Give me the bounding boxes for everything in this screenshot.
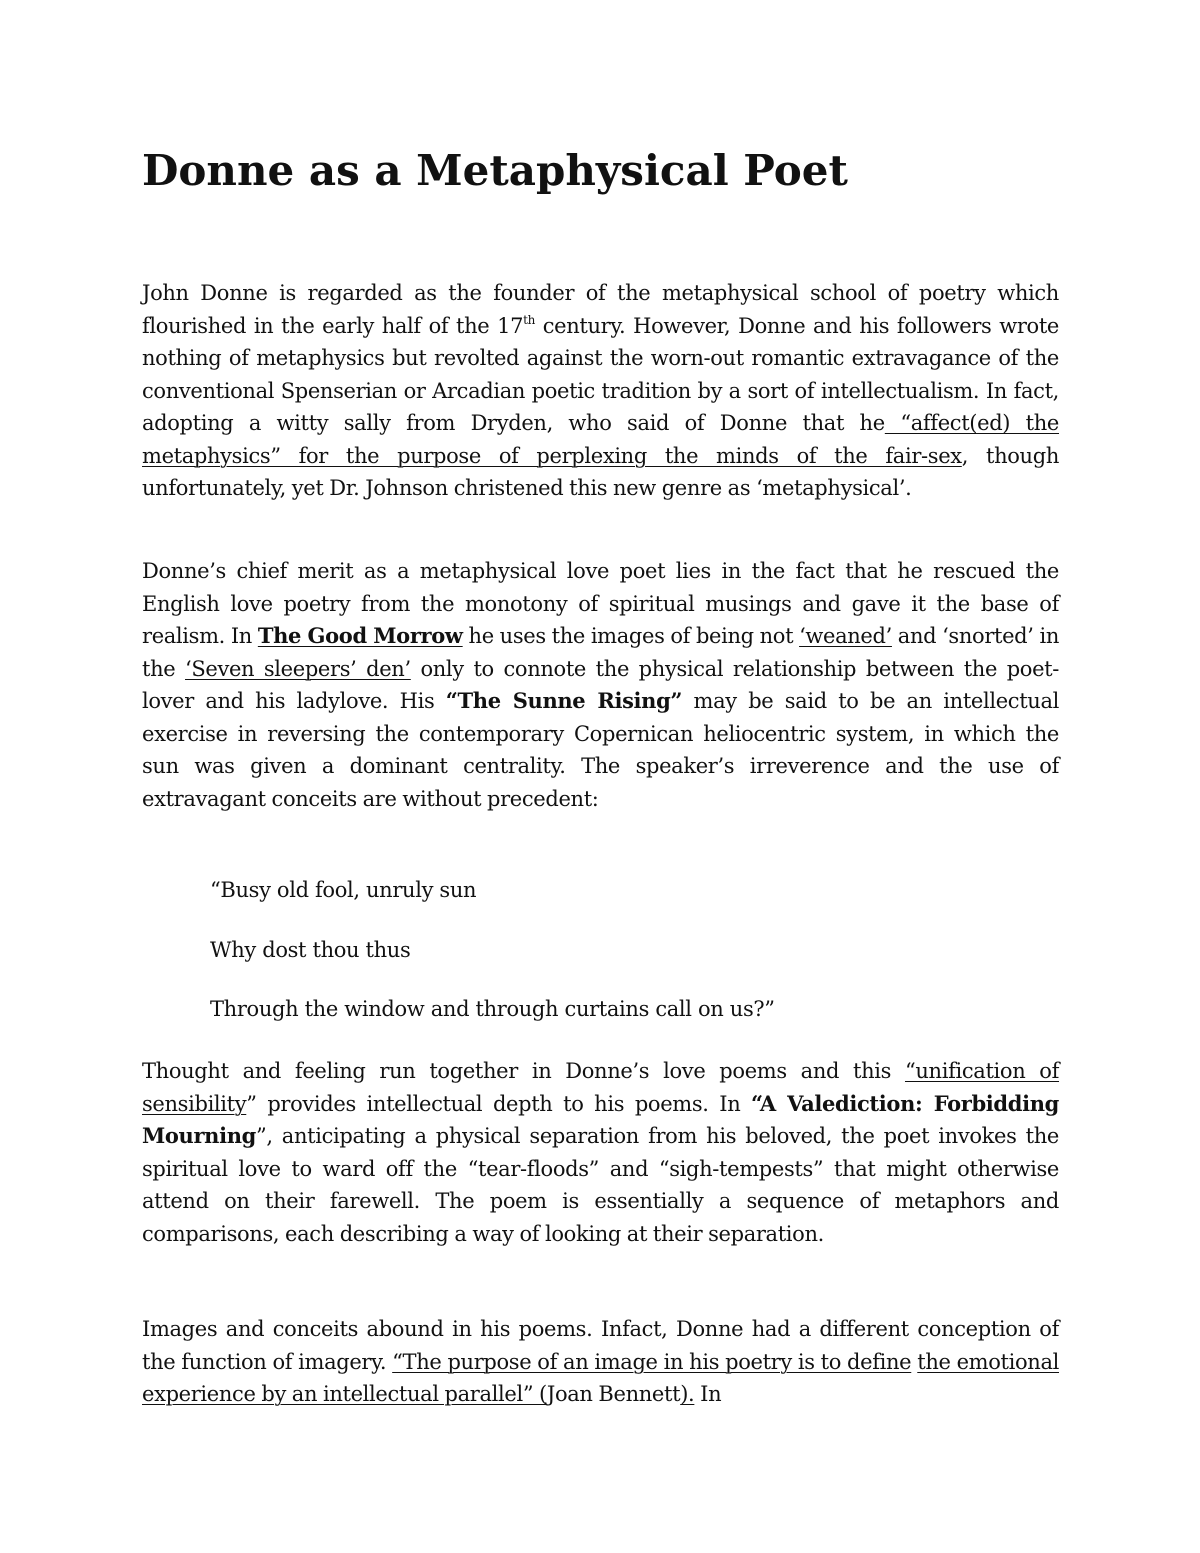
underlined-quote: ).: [680, 1382, 695, 1406]
text-run: only to connote the physical relationship between the poet-lover and his ladylove. His: [142, 656, 1059, 713]
text-run: Thought and feeling run together in Donne’s love poems and this: [142, 1059, 905, 1083]
paragraph-chief-merit: [142, 555, 1059, 815]
underlined-quote: ‘Seven sleepers’ den’: [185, 656, 411, 681]
paragraph-imagery: [142, 1313, 1059, 1411]
underlined-quote: “affect(ed) the metaphysics” for the purpose of perplexing the minds of the fair-sex: [142, 411, 1060, 468]
underlined-quote: the emotional experience by an intellectual parallel” (: [142, 1349, 1059, 1406]
text-run: and ‘snorted’ in the: [142, 624, 1060, 681]
verse-line: Why dost thou thus: [210, 938, 411, 962]
citation-author: Joan Bennett: [546, 1382, 681, 1406]
poem-title-underlined: The Good Morrow: [257, 623, 463, 648]
page-title: Donne as a Metaphysical Poet: [142, 146, 848, 195]
text-run: ” provides intellectual depth to his poems. In: [246, 1091, 752, 1116]
text-run: may be said to be an intellectual exercise in reversing the contemporary Copernican heliocentric system, in which the sun was given a dominant centrality. The speaker’s irreverence and the use of extravagant conceits are without precedent:: [142, 689, 1060, 811]
poem-title: [258, 623, 463, 648]
text-run: he uses the images of being not: [462, 624, 800, 648]
poem-title: “The Sunne Rising”: [445, 688, 683, 713]
text-run: John Donne is regarded as the founder of the metaphysical school of poetry which flourished in the early half of the 17: [142, 281, 1059, 338]
underlined-quote: ‘weaned’: [799, 624, 892, 648]
text-run: In: [694, 1382, 722, 1406]
text-run: , though unfortunately, yet Dr. Johnson christened this new genre as ‘metaphysical’.: [142, 443, 1059, 500]
verse-line: “Busy old fool, unruly sun: [210, 878, 477, 902]
text-run: Images and conceits abound in his poems. Infact, Donne had a different conception of the function of imagery.: [142, 1317, 1059, 1374]
text-run: ”, anticipating a physical separation from his beloved, the poet invokes the spiritual love to ward off the “tear-floods” and “sigh-tempests” that might otherwise attend on their farewell. The poem is essentially a sequence of metaphors and comparisons, each describing a way of looking at their separation.: [142, 1124, 1059, 1246]
paragraph-intro: [142, 277, 1059, 505]
poem-title: “A Valediction: Forbidding Mourning: [142, 1090, 1059, 1148]
underlined-quote: “The purpose of an image in his poetry is to define: [392, 1349, 912, 1374]
underlined-quote: “unification of sensibility: [142, 1059, 1060, 1116]
text-run: Donne’s chief merit as a metaphysical love poet lies in the fact that he rescued the English love poetry from the monotony of spiritual musings and gave it the base of realism. In: [142, 559, 1059, 648]
paragraph-unification: [142, 1055, 1059, 1250]
text-run: century. However, Donne and his followers wrote nothing of metaphysics but revolted against the worn-out romantic extravagance of the conventional Spenserian or Arcadian poetic tradition by a sort of intellectualism. In fact, adopting a witty sally from Dryden, who said of Donne that he: [142, 313, 1059, 435]
superscript: th: [523, 312, 535, 327]
verse-line: Through the window and through curtains call on us?”: [210, 997, 775, 1021]
